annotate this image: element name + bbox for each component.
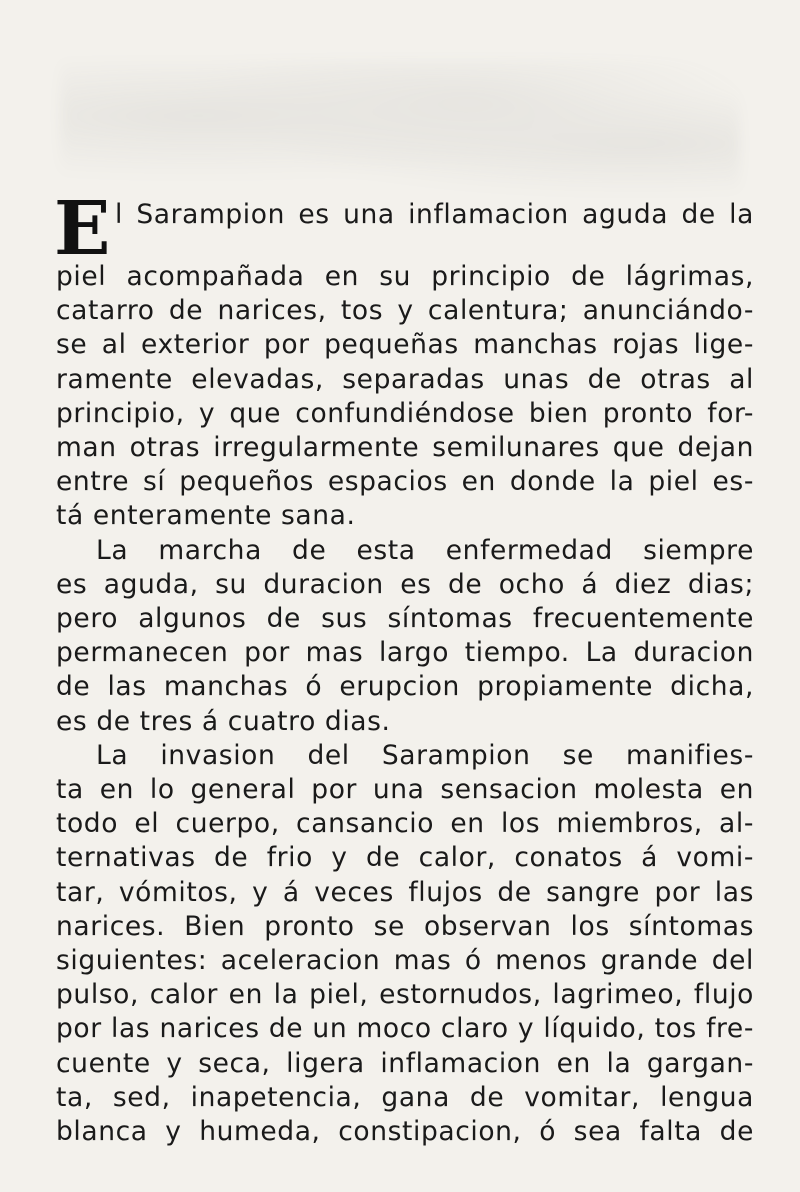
page-text	[54, 186, 754, 1149]
text-line: tá enteramente sana.	[56, 500, 356, 532]
text-line: La marcha de esta enfermedad siempre	[96, 534, 754, 566]
text-line: todo el cuerpo, cansancio en los miembros, al-	[56, 808, 754, 840]
text-line: cuente y seca, ligera inflamacion en la gargan-	[56, 1047, 754, 1079]
text-line: de las manchas ó erupcion propiamente dicha,	[56, 671, 754, 703]
text-line: se al exterior por pequeñas manchas rojas lige-	[56, 329, 754, 361]
text-line: catarro de narices, tos y calentura; anunciándo-	[56, 295, 754, 327]
text-line: por las narices de un moco claro y líquido, tos fre-	[56, 1013, 754, 1045]
text-line: ta en lo general por una sensacion molesta en	[56, 774, 754, 806]
drop-cap: E	[54, 186, 112, 272]
text-line: piel acompañada en su principio de lágrimas,	[56, 261, 754, 292]
text-line: tar, vómitos, y á veces flujos de sangre por las	[56, 876, 754, 908]
text-line: ta, sed, inapetencia, gana de vomitar, lengua	[56, 1081, 754, 1113]
text-line: siguientes: aceleracion mas ó menos grande del	[56, 945, 754, 977]
paragraph-2	[56, 534, 754, 739]
text-line: pero algunos de sus síntomas frecuentemente	[56, 603, 754, 635]
text-line: narices. Bien pronto se observan los síntomas	[56, 910, 754, 942]
text-line: blanca y humeda, constipacion, ó sea falta de	[56, 1116, 754, 1148]
text-line: ternativas de frio y de calor, conatos á vomi-	[56, 842, 754, 874]
text-line: La invasion del Sarampion se manifies-	[96, 739, 754, 771]
text-line: man otras irregularmente semilunares que dejan	[56, 432, 754, 464]
paragraph-3	[56, 739, 754, 1149]
text-line: entre sí pequeños espacios en donde la piel es-	[56, 466, 754, 498]
drop-cap-lines	[115, 198, 754, 232]
text-line: pulso, calor en la piel, estornudos, lagrimeo, flujo	[56, 979, 754, 1011]
show-through-bleed	[60, 60, 740, 200]
text-line: es de tres á cuatro dias.	[56, 705, 391, 737]
text-line: es aguda, su duracion es de ocho á diez dias;	[56, 568, 754, 600]
text-line: l Sarampion es una inflamacion aguda de la	[115, 199, 754, 230]
paragraph-1	[54, 186, 754, 534]
text-line: permanecen por mas largo tiempo. La duracion	[56, 637, 754, 669]
text-line: principio, y que confundiéndose bien pronto for-	[56, 397, 754, 429]
text-line: ramente elevadas, separadas unas de otras al	[56, 363, 754, 395]
